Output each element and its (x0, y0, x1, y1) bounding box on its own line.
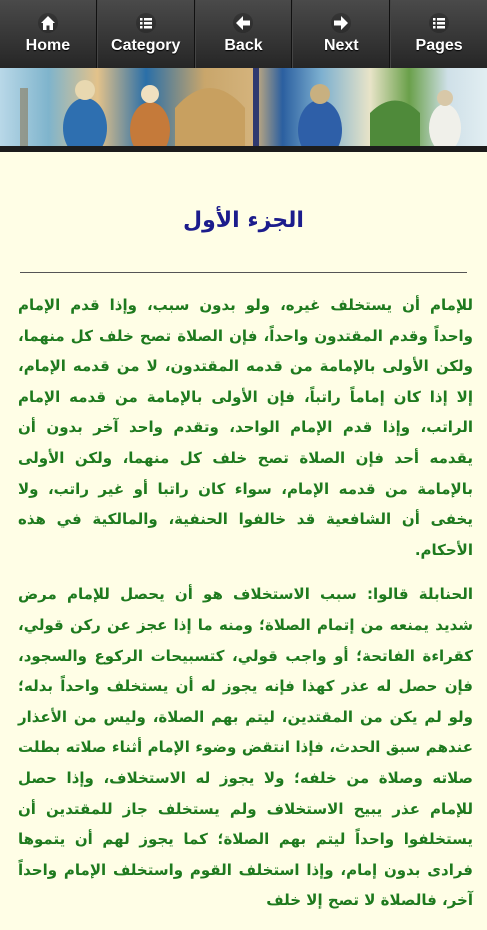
home-icon (38, 13, 58, 33)
banner-border (0, 146, 487, 152)
back-label: Back (224, 37, 263, 54)
pages-label: Pages (415, 37, 463, 54)
list-icon (136, 13, 156, 33)
page-title: الجزء الأول (183, 208, 304, 233)
pages-button[interactable] (390, 0, 487, 68)
list-icon (429, 13, 449, 33)
category-label: Category (111, 37, 181, 54)
home-label: Home (25, 37, 71, 54)
banner-illustration (0, 68, 487, 152)
category-button[interactable] (97, 0, 195, 68)
article-content (18, 290, 473, 930)
next-button[interactable] (292, 0, 390, 68)
next-label: Next (323, 37, 359, 54)
title-divider (20, 272, 467, 273)
header-banner-image (0, 68, 487, 152)
paragraph-1: للإمام أن يستخلف غيره، ولو بدون سبب، وإذا قدم الإمام واحداً وقدم المقتدون واحداً، فإن الصلاة تصح خلف كل منهما، ولكن الأولى بالإمامة من قدمه المقتدون، لا من قدمه الإمام، إلا إذا كان إماماً راتباً، فإن الأولى بالإمامة من قدمه الإمام الراتب، وإذا قدم الإمام الواحد، وتقدم واحد آخر بدون أن يقدمه أحد فإن الصلاة تصح خلف كل منهما، ولكن الأولى بالإمامة من قدمه الإمام، سواء كان راتبا أو غير راتب، ولا يخفى أن الشافعية قد خالفوا الحنفية، والمالكية في هذه الأحكام. (18, 296, 473, 559)
home-button[interactable] (0, 0, 97, 68)
top-navbar (0, 0, 487, 68)
arrow-right-icon (331, 13, 351, 33)
back-button[interactable] (195, 0, 293, 68)
paragraph-2: الحنابلة قالوا: سبب الاستخلاف هو أن يحصل للإمام مرض شديد يمنعه من إتمام الصلاة؛ ومنه ما إذا عجز عن ركن قولي، كقراءة الفاتحة؛ أو واجب قولي، كتسبيحات الركوع والسجود، فإن حصل له عذر كهذا فإنه يجوز له أن يستخلف واحداً بدله؛ ولو لم يكن من المقتدين، ليتم بهم الصلاة، وليس من الأعذار عندهم سبق الحدث، فإذا انتقض وضوء الإمام أثناء صلاته بطلت صلاته وصلاة من خلفه؛ ولا يجوز له الاستخلاف، وإذا حصل للإمام عذر يبيح الاستخلاف ولم يستخلف جاز للمقتدين أن يستخلفوا واحداً ليتم بهم الصلاة؛ كما يجوز لهم أن يتموها فرادى بدون إمام، وإذا استخلف القوم واستخلف الإمام واحداً آخر، فالصلاة لا تصح إلا خلف (18, 585, 473, 910)
arrow-left-icon (233, 13, 253, 33)
